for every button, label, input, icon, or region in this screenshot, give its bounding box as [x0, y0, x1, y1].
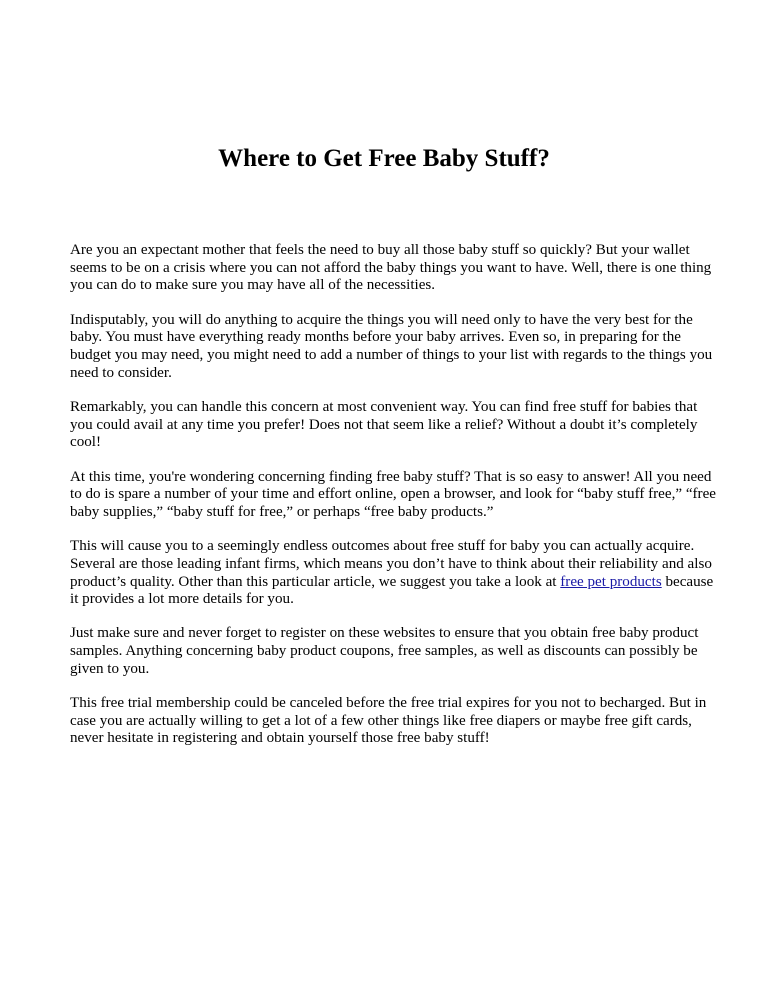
paragraph-7: This free trial membership could be canceled before the free trial expires for you not to becharged. But in case you are actually willing to get a lot of a few other things like free diapers or maybe free gift cards, never hesitate in registering and obtain yourself those free baby stuff! [70, 695, 707, 747]
article-body [70, 242, 722, 765]
paragraph-2: Indisputably, you will do anything to acquire the things you will need only to have the very best for the baby. You must have everything ready months before your baby arrives. Even so, in preparing for the budget you may need, you might need to add a number of things to your list with regards to the things you need to consider. [70, 311, 713, 381]
paragraph-6: Just make sure and never forget to register on these websites to ensure that you obtain free baby product samples. Anything concerning baby product coupons, free samples, as well as discounts can possibly be given to you. [70, 625, 699, 677]
paragraph-5-text-after: because it provides a lot more details for you. [70, 573, 714, 608]
paragraph-3: Remarkably, you can handle this concern at most convenient way. You can find free stuff for babies that you could avail at any time you prefer! Does not that seem like a relief? Without a doubt it’s completely cool! [70, 398, 698, 451]
paragraph-5-text-before: This will cause you to a seemingly endless outcomes about free stuff for baby you can actually acquire. Several are those leading infant firms, which means you don’t have to think about their reliability and also product’s quality. Other than this particular article, we suggest you take a look at [70, 538, 712, 590]
page-title: Where to Get Free Baby Stuff? [218, 145, 550, 172]
paragraph-1: Are you an expectant mother that feels the need to buy all those baby stuff so quickly? But your wallet seems to be on a crisis where you can not afford the baby things you want to have. Well, there is one thing you can do to make sure you may have all of the necessities. [70, 242, 712, 294]
paragraph-4: At this time, you're wondering concerning finding free baby stuff? That is so easy to answer! All you need to do is spare a number of your time and effort online, open a browser, and look for “baby stuff free,” “free baby supplies,” “baby stuff for free,” or perhaps “free baby products.” [70, 468, 716, 520]
free-pet-products-link[interactable]: free pet products [560, 573, 662, 590]
paragraph-5 [70, 538, 722, 609]
